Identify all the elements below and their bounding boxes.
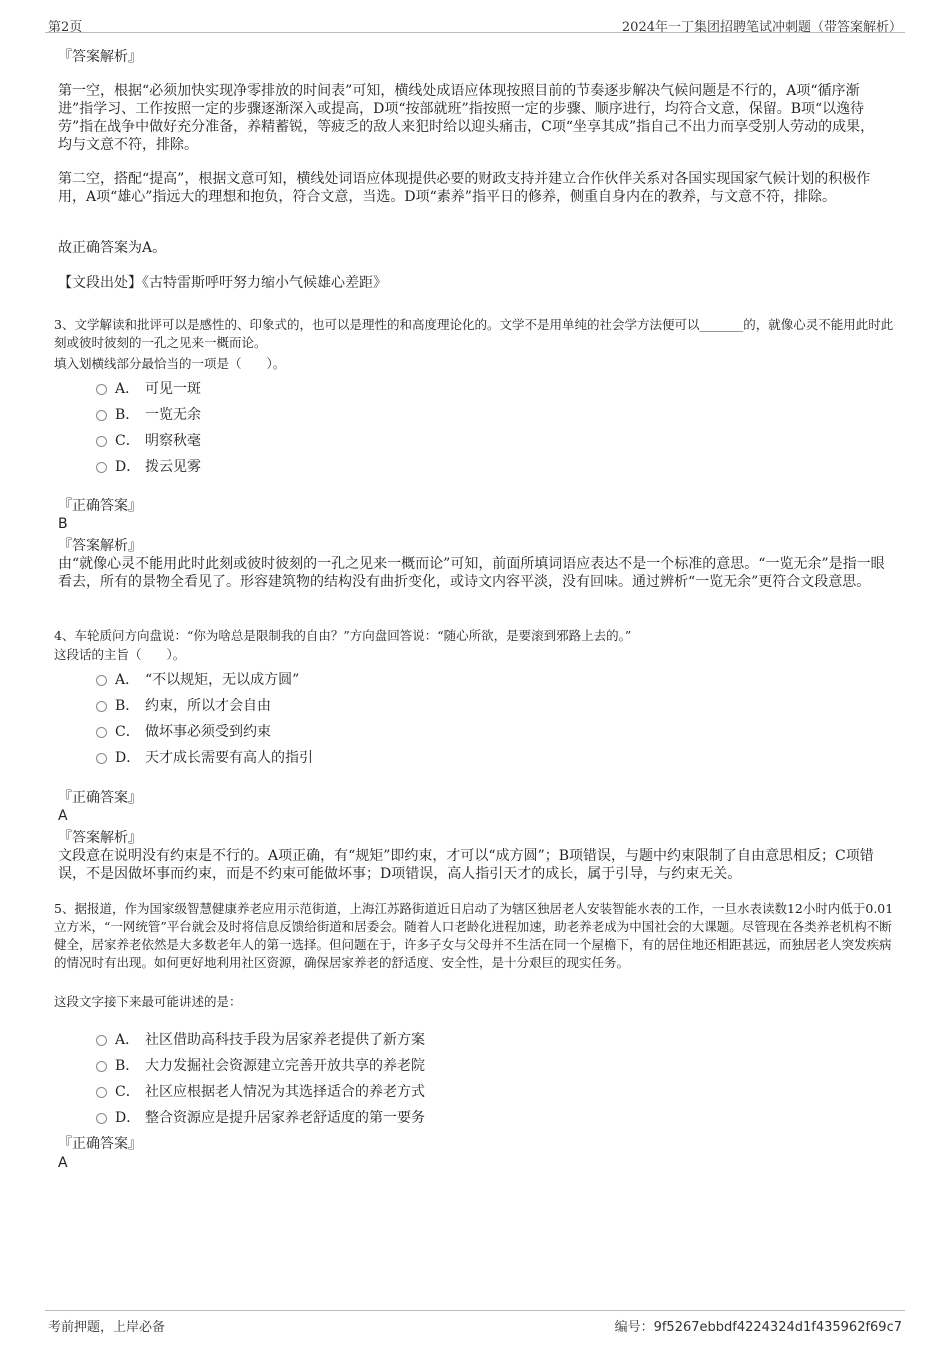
option-text: 明察秋毫 bbox=[145, 433, 201, 449]
radio-icon[interactable] bbox=[96, 1035, 107, 1046]
question-4-stem: 4、车轮质问方向盘说：“你为啥总是限制我的自由？”方向盘回答说：“随心所欲，是要滚到邪路上去的。” bbox=[54, 628, 632, 643]
option-letter: B． bbox=[115, 1058, 140, 1074]
radio-icon[interactable] bbox=[96, 1087, 107, 1098]
option-letter: D． bbox=[115, 459, 141, 475]
question-4-option-a[interactable] bbox=[96, 669, 299, 689]
footer-slogan: 考前押题，上岸必备 bbox=[48, 1320, 166, 1335]
option-letter: A． bbox=[115, 1032, 140, 1048]
radio-icon[interactable] bbox=[96, 675, 107, 686]
question-4-answer-label: 『正确答案』 bbox=[58, 790, 142, 806]
question-4-option-d[interactable] bbox=[96, 747, 313, 767]
code-label: 编号： bbox=[614, 1320, 654, 1335]
option-text: 社区借助高科技手段为居家养老提供了新方案 bbox=[145, 1032, 425, 1048]
option-text: 约束，所以才会自由 bbox=[145, 698, 271, 714]
radio-icon[interactable] bbox=[96, 727, 107, 738]
question-5-answer-label: 『正确答案』 bbox=[58, 1136, 142, 1152]
analysis-paragraph-2: 第二空，搭配“提高”，根据文意可知，横线处词语应体现提供必要的财政支持并建立合作伙伴关系对各国实现国家气候计划的积极作用，A项“雄心”指远大的理想和抱负，符合文意，当选。D项“素养”指平日的修养，侧重自身内在的教养，与文意不符，排除。 bbox=[58, 171, 871, 205]
text-source: 【文段出处】《古特雷斯呼吁努力缩小气候雄心差距》 bbox=[58, 275, 387, 291]
option-text: 拨云见雾 bbox=[145, 459, 201, 475]
question-3-analysis: 由“就像心灵不能用此时此刻或彼时彼刻的一孔之见来一概而论”可知，前面所填词语应表达不是一个标准的意思。“一览无余”是指一眼看去，所有的景物全看见了。形容建筑物的结构没有曲折变化，或诗文内容平淡，没有回味。通过辨析“一览无余”更符合文段意思。 bbox=[58, 556, 885, 590]
question-3-prompt: 填入划横线部分最恰当的一项是（ ）。 bbox=[54, 356, 286, 371]
question-5-answer: A bbox=[58, 1155, 68, 1171]
question-4-option-c[interactable] bbox=[96, 721, 271, 741]
document-title: 2024年一丁集团招聘笔试冲刺题（带答案解析） bbox=[621, 20, 902, 35]
question-3-analysis-label: 『答案解析』 bbox=[58, 538, 142, 554]
radio-icon[interactable] bbox=[96, 384, 107, 395]
radio-icon[interactable] bbox=[96, 701, 107, 712]
option-letter: D． bbox=[115, 750, 141, 766]
radio-icon[interactable] bbox=[96, 410, 107, 421]
radio-icon[interactable] bbox=[96, 462, 107, 473]
radio-icon[interactable] bbox=[96, 753, 107, 764]
question-5-stem: 5、据报道，作为国家级智慧健康养老应用示范街道，上海江苏路街道近日启动了为辖区独居老人安装智能水表的工作，一旦水表读数12小时内低于0.01立方米，“一网统管”平台就会及时将信息反馈给街道和居委会。随着人口老龄化进程加速，助老养老成为中国社会的大课题。尽管现在各类养老机构不断健全，居家养老依然是大多数老年人的第一选择。但问题在于，许多子女与父母并不生活在同一个屋檐下，有的居住地还相距甚远，而独居老人突发疾病的情况时有出现。如何更好地利用社区资源，确保居家养老的舒适度、安全性，是十分艰巨的现实任务。 bbox=[54, 901, 894, 970]
question-4-analysis-label: 『答案解析』 bbox=[58, 830, 142, 846]
page-header bbox=[45, 12, 905, 33]
option-text: 社区应根据老人情况为其选择适合的养老方式 bbox=[145, 1084, 425, 1100]
option-text: “不以规矩，无以成方圆” bbox=[145, 672, 300, 688]
question-4-analysis: 文段意在说明没有约束是不行的。A项正确，有“规矩”即约束，才可以“成方圆”；B项错误，与题中约束限制了自由意思相反；C项错误，不是因做坏事而约束，而是不约束可能做坏事；D项错误，高人指引天才的成长，属于引导，与约束无关。 bbox=[58, 848, 874, 882]
question-4-option-b[interactable] bbox=[96, 695, 271, 715]
option-letter: A． bbox=[115, 672, 140, 688]
page-number: 第2页 bbox=[48, 20, 83, 35]
question-3-option-b[interactable] bbox=[96, 404, 201, 424]
option-letter: A． bbox=[115, 381, 140, 397]
question-5-option-d[interactable] bbox=[96, 1107, 425, 1127]
question-3-answer: B bbox=[58, 516, 68, 532]
option-text: 做坏事必须受到约束 bbox=[145, 724, 271, 740]
question-5-option-c[interactable] bbox=[96, 1081, 425, 1101]
question-3-option-c[interactable] bbox=[96, 430, 201, 450]
option-text: 整合资源应是提升居家养老舒适度的第一要务 bbox=[145, 1110, 425, 1126]
question-3-stem: 3、文学解读和批评可以是感性的、印象式的，也可以是理性的和高度理论化的。文学不是用单纯的社会学方法便可以_______的，就像心灵不能用此时此刻或彼时彼刻的一孔之见来一概而论。 bbox=[54, 317, 894, 350]
code-value: 9f5267ebbdf4224324d1f435962f69c7 bbox=[653, 1320, 902, 1335]
radio-icon[interactable] bbox=[96, 1113, 107, 1124]
question-5-option-a[interactable] bbox=[96, 1029, 425, 1049]
question-3-option-a[interactable] bbox=[96, 378, 201, 398]
question-3-option-d[interactable] bbox=[96, 456, 201, 476]
option-letter: C． bbox=[115, 433, 140, 449]
option-letter: B． bbox=[115, 698, 140, 714]
question-5-option-b[interactable] bbox=[96, 1055, 425, 1075]
option-letter: D． bbox=[115, 1110, 141, 1126]
question-4-answer: A bbox=[58, 808, 68, 824]
option-text: 可见一斑 bbox=[145, 381, 201, 397]
option-letter: B． bbox=[115, 407, 140, 423]
radio-icon[interactable] bbox=[96, 1061, 107, 1072]
option-letter: C． bbox=[115, 724, 140, 740]
option-letter: C． bbox=[115, 1084, 140, 1100]
question-5-prompt: 这段文字接下来最可能讲述的是： bbox=[54, 994, 242, 1009]
analysis-conclusion: 故正确答案为A。 bbox=[58, 240, 167, 256]
question-4-prompt: 这段话的主旨（ ）。 bbox=[54, 647, 186, 662]
page-footer bbox=[45, 1310, 905, 1333]
option-text: 一览无余 bbox=[145, 407, 201, 423]
option-text: 天才成长需要有高人的指引 bbox=[145, 750, 313, 766]
question-3-answer-label: 『正确答案』 bbox=[58, 498, 142, 514]
document-code bbox=[615, 1316, 902, 1335]
analysis-paragraph-1: 第一空，根据“必须加快实现净零排放的时间表”可知，横线处成语应体现按照目前的节奏逐步解决气候问题是不行的，A项“循序渐进”指学习、工作按照一定的步骤逐渐深入或提高，D项“按部就班”指按照一定的步骤、顺序进行，均符合文意，保留。B项“以逸待劳”指在战争中做好充分准备，养精蓄锐，等疲乏的敌人来犯时给以迎头痛击，C项“坐享其成”指自己不出力而享受别人劳动的成果，均与文意不符，排除。 bbox=[58, 83, 875, 153]
option-text: 大力发掘社会资源建立完善开放共享的养老院 bbox=[145, 1058, 425, 1074]
analysis-label: 『答案解析』 bbox=[58, 49, 142, 65]
radio-icon[interactable] bbox=[96, 436, 107, 447]
